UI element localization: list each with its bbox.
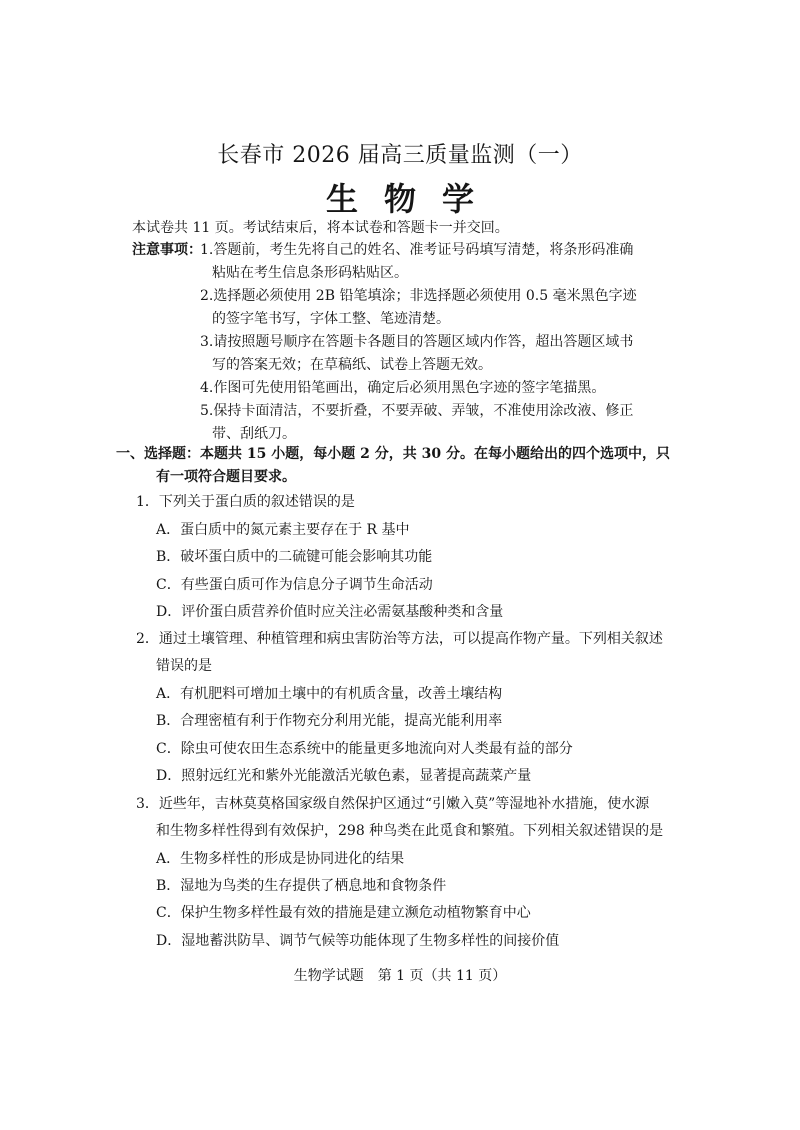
page-footer: 生物学试题 第 1 页（共 11 页） bbox=[293, 968, 507, 984]
notice-label: 注意事项： bbox=[132, 242, 202, 258]
question-3-option-b: B．湿地为鸟类的生存提供了栖息地和食物条件 bbox=[156, 878, 447, 894]
notice-item-4-line-1: 4.作图可先使用铅笔画出，确定后必须用黑色字迹的签字笔描黑。 bbox=[200, 380, 606, 396]
section-heading-cont: 有一项符合题目要求。 bbox=[156, 469, 296, 485]
question-3-option-d: D．湿地蓄洪防旱、调节气候等功能体现了生物多样性的间接价值 bbox=[156, 933, 560, 949]
notice-item-5-line-1: 5.保持卡面清洁，不要折叠，不要弄破、弄皱，不准使用涂改液、修正 bbox=[200, 403, 634, 419]
question-2-option-a: A．有机肥料可增加土壤中的有机质含量，改善土壤结构 bbox=[156, 686, 503, 702]
notice-item-3-line-1: 3.请按照题号顺序在答题卡各题目的答题区域内作答，超出答题区域书 bbox=[200, 334, 634, 350]
question-1-option-b: B．破坏蛋白质中的二硫键可能会影响其功能 bbox=[156, 549, 433, 565]
notice-item-3-line-2: 写的答案无效；在草稿纸、试卷上答题无效。 bbox=[212, 357, 492, 373]
question-2-option-b: B．合理密植有利于作物充分利用光能，提高光能利用率 bbox=[156, 713, 503, 729]
question-1-option-a: A．蛋白质中的氮元素主要存在于 R 基中 bbox=[156, 522, 410, 538]
question-3-stem: 3．近些年，吉林莫莫格国家级自然保护区通过“引嫩入莫”等湿地补水措施，使水源 bbox=[136, 796, 650, 812]
question-3-stem-cont: 和生物多样性得到有效保护，298 种鸟类在此觅食和繁殖。下列相关叙述错误的是 bbox=[156, 823, 664, 839]
question-2-stem-cont: 错误的是 bbox=[156, 658, 212, 674]
intro-text: 本试卷共 11 页。考试结束后，将本试卷和答题卡一并交回。 bbox=[132, 220, 509, 236]
section-heading: 一、选择题：本题共 15 小题，每小题 2 分，共 30 分。在每小题给出的四个选项中，只 bbox=[116, 446, 670, 462]
subject-title: 生物学 bbox=[325, 180, 500, 218]
question-3-option-c: C．保护生物多样性最有效的措施是建立濒危动植物繁育中心 bbox=[156, 905, 531, 921]
notice-item-2-line-1: 2.选择题必须使用 2B 铅笔填涂；非选择题必须使用 0.5 毫米黑色字迹 bbox=[200, 288, 637, 304]
exam-title: 长春市 2026 届高三质量监测（一） bbox=[217, 143, 583, 168]
question-1-option-d: D．评价蛋白质营养价值时应关注必需氨基酸种类和含量 bbox=[156, 604, 504, 620]
question-2-option-c: C．除虫可使农田生态系统中的能量更多地流向对人类最有益的部分 bbox=[156, 741, 573, 757]
notice-item-1-line-1: 1.答题前，考生先将自己的姓名、准考证号码填写清楚，将条形码准确 bbox=[200, 242, 634, 258]
question-1-option-c: C．有些蛋白质可作为信息分子调节生命活动 bbox=[156, 577, 433, 593]
question-3-option-a: A．生物多样性的形成是协同进化的结果 bbox=[156, 851, 405, 867]
notice-item-2-line-2: 的签字笔书写，字体工整、笔迹清楚。 bbox=[212, 311, 450, 327]
question-2-stem: 2．通过土壤管理、种植管理和病虫害防治等方法，可以提高作物产量。下列相关叙述 bbox=[136, 631, 663, 647]
question-1-stem: 1．下列关于蛋白质的叙述错误的是 bbox=[136, 494, 355, 510]
notice-item-5-line-2: 带、刮纸刀。 bbox=[212, 426, 296, 442]
notice-item-1-line-2: 粘贴在考生信息条形码粘贴区。 bbox=[212, 265, 408, 281]
question-2-option-d: D．照射远红光和紫外光能激活光敏色素，显著提高蔬菜产量 bbox=[156, 768, 532, 784]
